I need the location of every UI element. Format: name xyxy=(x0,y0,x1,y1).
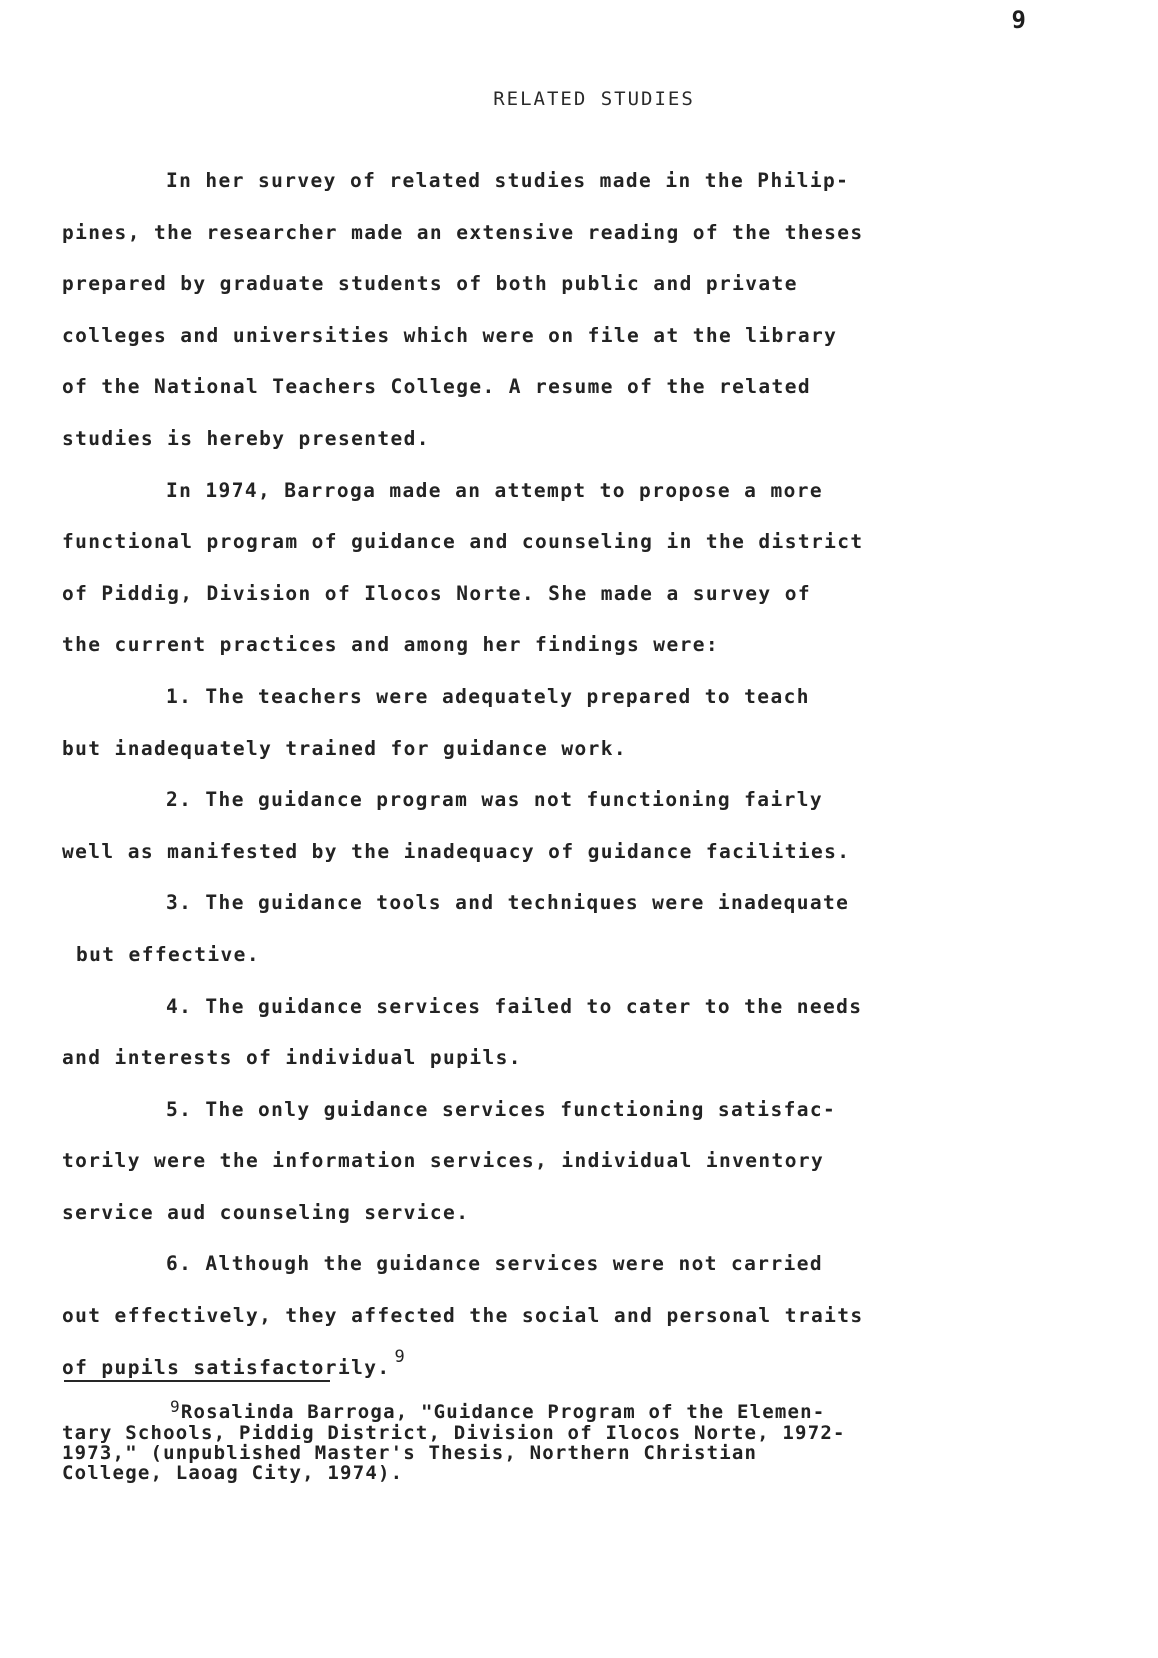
text-line: of the National Teachers College. A resume of the related xyxy=(62,375,811,399)
footnote-line: tary Schools, Piddig District, Division of Ilocos Norte, 1972- xyxy=(62,1422,846,1444)
finding-line: 3. The guidance tools and techniques were inadequate xyxy=(166,891,850,915)
finding-text: of pupils satisfactorily. xyxy=(62,1355,391,1379)
finding-line: and interests of individual pupils. xyxy=(62,1046,522,1070)
finding-line: 6. Although the guidance services were not carried xyxy=(166,1252,823,1276)
finding-line: 4. The guidance services failed to cater to the needs xyxy=(166,994,863,1018)
finding-line: 1. The teachers were adequately prepared to teach xyxy=(166,684,810,708)
text-line: of Piddig, Division of Ilocos Norte. She made a survey of xyxy=(62,581,811,605)
page-number: 9 xyxy=(1011,6,1026,34)
footnote-reference: 9 xyxy=(394,1346,407,1367)
footnote-line: College, Laoag City, 1974). xyxy=(62,1462,404,1484)
text-line: In her survey of related studies made in the Philip- xyxy=(166,169,850,192)
text-line: pines, the researcher made an extensive reading of the theses xyxy=(62,220,864,244)
text-line: the current practices and among her findings were: xyxy=(62,633,719,657)
footnote-divider xyxy=(64,1380,330,1382)
footnote-marker: 9 xyxy=(170,1397,181,1416)
text-line: functional program of guidance and counseling in the district xyxy=(62,530,864,554)
finding-line: well as manifested by the inadequacy of guidance facilities. xyxy=(62,839,851,863)
text-line: prepared by graduate students of both public and private xyxy=(62,272,798,296)
finding-line: torily were the information services, individual inventory xyxy=(62,1149,825,1173)
finding-line: 5. The only guidance services functioning satisfac- xyxy=(166,1097,837,1121)
text-line: In 1974, Barroga made an attempt to propose a more xyxy=(166,478,823,502)
finding-line: but effective. xyxy=(76,942,260,966)
body-text xyxy=(62,155,1062,1393)
section-heading: RELATED STUDIES xyxy=(493,88,695,110)
footnote-text: Rosalinda Barroga, "Guidance Program of the Elemen- xyxy=(180,1401,826,1423)
finding-line: 2. The guidance program was not functioning fairly xyxy=(166,788,823,812)
finding-line: out effectively, they affected the social and personal traits xyxy=(62,1304,864,1328)
finding-line-with-footnote xyxy=(62,1342,1062,1394)
finding-line: service aud counseling service. xyxy=(62,1200,470,1224)
footnote-line xyxy=(62,1397,1072,1423)
text-line: studies is hereby presented. xyxy=(62,426,430,450)
finding-line: but inadequately trained for guidance work. xyxy=(62,736,628,760)
text-line: colleges and universities which were on file at the library xyxy=(62,323,838,347)
footnote xyxy=(62,1397,1072,1484)
footnote-line: 1973," (unpublished Master's Thesis, Northern Christian xyxy=(62,1442,758,1464)
